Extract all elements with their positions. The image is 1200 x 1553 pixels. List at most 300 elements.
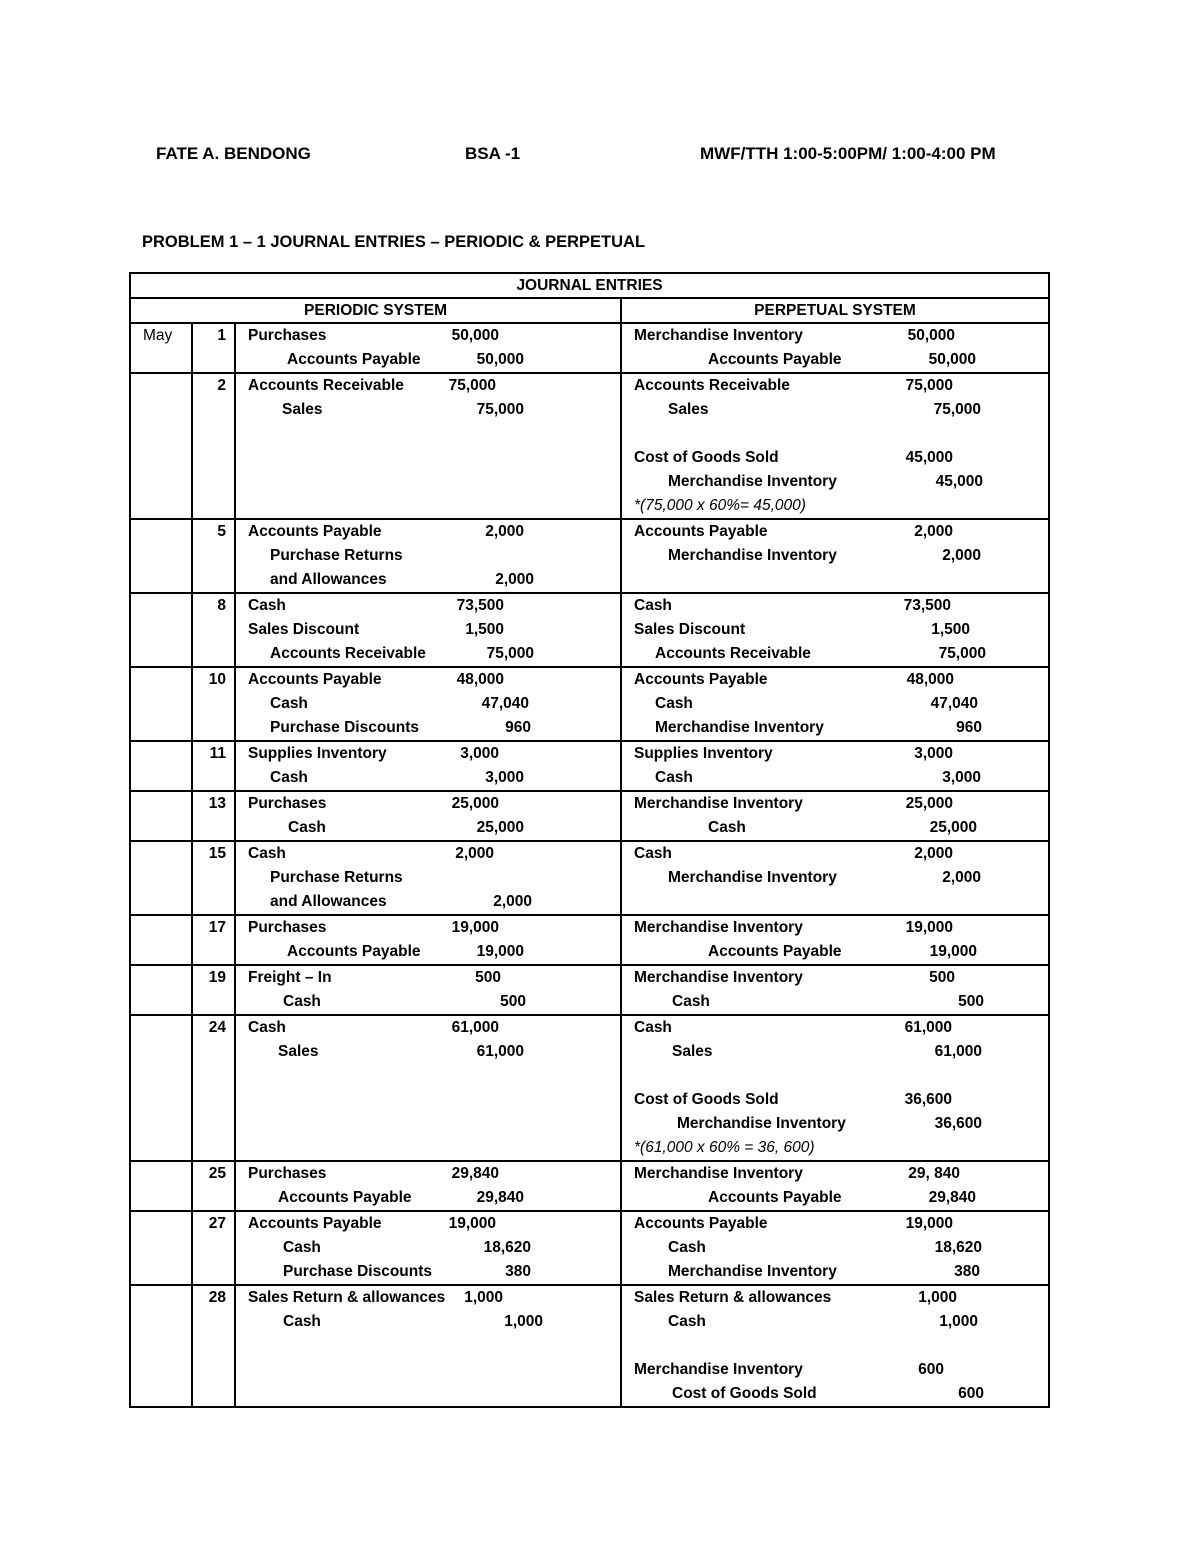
day-cell <box>192 373 235 519</box>
account-name: Supplies Inventory <box>248 745 387 762</box>
periodic-entry-line <box>236 324 620 348</box>
journal-entries-table <box>129 272 1050 1408</box>
perpetual-entry-cell <box>621 323 1049 373</box>
amount-value: 1,500 <box>465 621 504 638</box>
perpetual-entry-cell <box>621 965 1049 1015</box>
perpetual-entry-line <box>622 966 1048 990</box>
day-cell <box>192 1285 235 1407</box>
account-name: Cash <box>248 845 286 862</box>
periodic-entry-line <box>236 990 620 1014</box>
amount-value: 45,000 <box>935 473 983 490</box>
perpetual-entry-cell <box>621 1285 1049 1407</box>
account-name: Purchase Discounts <box>270 719 420 736</box>
month-cell <box>130 741 192 791</box>
account-name: Accounts Payable <box>278 1189 412 1206</box>
account-name: and Allowances <box>270 571 387 588</box>
periodic-entry-line <box>236 716 620 740</box>
periodic-entry-line <box>236 1260 620 1284</box>
account-name: Cash <box>634 845 672 862</box>
amount-value: 380 <box>505 1263 531 1280</box>
amount-value: 25,000 <box>451 795 499 812</box>
account-name: Sales Return & allowances <box>634 1289 832 1306</box>
amount-value: 75,000 <box>486 645 534 662</box>
account-name: Purchases <box>248 327 327 344</box>
journal-row <box>130 741 1049 791</box>
account-name: Cash <box>708 819 746 836</box>
perpetual-entry-cell <box>621 915 1049 965</box>
account-name: Merchandise Inventory <box>634 969 803 986</box>
amount-value: 500 <box>500 993 526 1010</box>
account-name: Accounts Receivable <box>270 645 426 662</box>
periodic-entry-line <box>236 842 620 866</box>
account-name: Purchases <box>248 1165 327 1182</box>
perpetual-entry-line <box>622 422 1048 446</box>
periodic-entry-cell <box>235 373 621 519</box>
account-name: Cash <box>270 695 308 712</box>
account-name: Cash <box>655 769 693 786</box>
day-label: 24 <box>208 1019 226 1036</box>
amount-value: 2,000 <box>914 845 953 862</box>
amount-value: 61,000 <box>451 1019 499 1036</box>
perpetual-entry-line <box>622 470 1048 494</box>
account-name: Merchandise Inventory <box>668 473 837 490</box>
periodic-entry-line <box>236 966 620 990</box>
journal-row <box>130 373 1049 519</box>
perpetual-entry-line <box>622 1040 1048 1064</box>
perpetual-entry-cell <box>621 667 1049 741</box>
day-cell <box>192 1161 235 1211</box>
amount-value: 3,000 <box>485 769 524 786</box>
amount-value: 75,000 <box>476 401 524 418</box>
month-label: May <box>143 327 173 344</box>
amount-value: 25,000 <box>929 819 977 836</box>
amount-value: 600 <box>918 1361 944 1378</box>
perpetual-entry-line <box>622 816 1048 840</box>
periodic-entry-line <box>236 618 620 642</box>
amount-value: 29,840 <box>476 1189 524 1206</box>
account-name: Merchandise Inventory <box>668 1263 837 1280</box>
account-name: Cash <box>283 993 321 1010</box>
month-cell <box>130 841 192 915</box>
account-name: Accounts Payable <box>287 943 421 960</box>
day-cell <box>192 841 235 915</box>
journal-row <box>130 965 1049 1015</box>
periodic-entry-line <box>236 1286 620 1310</box>
perpetual-entry-cell <box>621 1015 1049 1161</box>
account-name: Accounts Payable <box>287 351 421 368</box>
perpetual-entry-cell <box>621 1211 1049 1285</box>
perpetual-entry-line <box>622 1186 1048 1210</box>
periodic-entry-line <box>236 766 620 790</box>
amount-value: 3,000 <box>942 769 981 786</box>
periodic-entry-cell <box>235 323 621 373</box>
month-cell <box>130 323 192 373</box>
amount-value: 50,000 <box>476 351 524 368</box>
amount-value: 960 <box>505 719 531 736</box>
account-name: Accounts Payable <box>708 351 842 368</box>
periodic-entry-line <box>236 668 620 692</box>
account-name: Cost of Goods Sold <box>634 1091 779 1108</box>
month-cell <box>130 1211 192 1285</box>
perpetual-entry-line <box>622 1162 1048 1186</box>
perpetual-entry-line <box>622 940 1048 964</box>
perpetual-entry-line <box>622 594 1048 618</box>
journal-row <box>130 667 1049 741</box>
amount-value: 36,600 <box>934 1115 982 1132</box>
periodic-entry-line <box>236 520 620 544</box>
perpetual-entry-line <box>622 520 1048 544</box>
account-name: Cash <box>283 1239 321 1256</box>
month-cell <box>130 965 192 1015</box>
perpetual-entry-line <box>622 792 1048 816</box>
problem-title: PROBLEM 1 – 1 JOURNAL ENTRIES – PERIODIC & PERPETUAL <box>142 233 646 251</box>
month-cell <box>130 1015 192 1161</box>
periodic-entry-line <box>236 1016 620 1040</box>
account-name: Accounts Receivable <box>248 377 404 394</box>
account-name: Merchandise Inventory <box>634 1165 803 1182</box>
amount-value: 3,000 <box>914 745 953 762</box>
periodic-entry-line <box>236 1236 620 1260</box>
month-cell <box>130 667 192 741</box>
account-name: Accounts Payable <box>634 523 768 540</box>
account-name: Accounts Payable <box>634 671 768 688</box>
perpetual-entry-cell <box>621 519 1049 593</box>
perpetual-entry-line <box>622 1064 1048 1088</box>
periodic-entry-line <box>236 1040 620 1064</box>
account-name: Sales Discount <box>248 621 360 638</box>
amount-value: 25,000 <box>476 819 524 836</box>
perpetual-entry-cell <box>621 791 1049 841</box>
account-name: Merchandise Inventory <box>668 869 837 886</box>
amount-value: 48,000 <box>456 671 504 688</box>
account-name: Merchandise Inventory <box>634 919 803 936</box>
account-name: Accounts Receivable <box>655 645 811 662</box>
amount-value: 18,620 <box>934 1239 982 1256</box>
periodic-entry-line <box>236 742 620 766</box>
day-label: 19 <box>208 969 226 986</box>
account-name: Cash <box>634 1019 672 1036</box>
account-name: Cost of Goods Sold <box>634 449 779 466</box>
account-name: Merchandise Inventory <box>634 795 803 812</box>
amount-value: 1,000 <box>504 1313 543 1330</box>
amount-value: 380 <box>954 1263 980 1280</box>
amount-value: 18,620 <box>483 1239 531 1256</box>
day-label: 11 <box>209 745 226 762</box>
perpetual-entry-line <box>622 618 1048 642</box>
amount-value: 2,000 <box>914 523 953 540</box>
periodic-entry-line <box>236 1212 620 1236</box>
account-name: Sales <box>278 1043 319 1060</box>
day-label: 17 <box>208 919 226 936</box>
account-name: Accounts Payable <box>708 1189 842 1206</box>
account-name: *(75,000 x 60%= 45,000) <box>634 497 806 514</box>
month-cell <box>130 373 192 519</box>
month-cell <box>130 593 192 667</box>
amount-value: 2,000 <box>942 547 981 564</box>
amount-value: 45,000 <box>905 449 953 466</box>
account-name: Accounts Payable <box>248 671 382 688</box>
day-label: 10 <box>208 671 226 688</box>
amount-value: 19,000 <box>476 943 524 960</box>
amount-value: 75,000 <box>448 377 496 394</box>
amount-value: 75,000 <box>905 377 953 394</box>
amount-value: 61,000 <box>904 1019 952 1036</box>
day-label: 2 <box>217 377 226 394</box>
perpetual-entry-cell <box>621 1161 1049 1211</box>
perpetual-entry-line <box>622 374 1048 398</box>
perpetual-entry-line <box>622 494 1048 518</box>
amount-value: 500 <box>475 969 501 986</box>
journal-row <box>130 1285 1049 1407</box>
account-name: Accounts Payable <box>248 1215 382 1232</box>
day-cell <box>192 1211 235 1285</box>
account-name: Cost of Goods Sold <box>672 1385 817 1402</box>
periodic-entry-cell <box>235 1285 621 1407</box>
amount-value: 48,000 <box>906 671 954 688</box>
amount-value: 2,000 <box>485 523 524 540</box>
amount-value: 50,000 <box>907 327 955 344</box>
amount-value: 960 <box>956 719 982 736</box>
day-label: 8 <box>217 597 226 614</box>
amount-value: 600 <box>958 1385 984 1402</box>
periodic-entry-line <box>236 568 620 592</box>
amount-value: 19,000 <box>451 919 499 936</box>
perpetual-entry-line <box>622 916 1048 940</box>
account-name: Sales <box>672 1043 713 1060</box>
perpetual-entry-line <box>622 1382 1048 1406</box>
account-name: Accounts Payable <box>248 523 382 540</box>
day-label: 15 <box>208 845 226 862</box>
perpetual-entry-line <box>622 1212 1048 1236</box>
amount-value: 2,000 <box>455 845 494 862</box>
periodic-entry-line <box>236 1162 620 1186</box>
periodic-entry-line <box>236 1186 620 1210</box>
journal-row <box>130 1161 1049 1211</box>
perpetual-entry-line <box>622 990 1048 1014</box>
perpetual-entry-cell <box>621 741 1049 791</box>
amount-value: 75,000 <box>933 401 981 418</box>
periodic-entry-cell <box>235 965 621 1015</box>
periodic-entry-line <box>236 890 620 914</box>
account-name: Merchandise Inventory <box>655 719 824 736</box>
perpetual-entry-line <box>622 446 1048 470</box>
amount-value: 500 <box>958 993 984 1010</box>
day-label: 27 <box>208 1215 226 1232</box>
account-name: Cash <box>248 597 286 614</box>
account-name: Sales Discount <box>634 621 746 638</box>
account-name: Cash <box>668 1239 706 1256</box>
day-label: 5 <box>217 523 226 540</box>
perpetual-entry-line <box>622 1236 1048 1260</box>
journal-row <box>130 1211 1049 1285</box>
day-cell <box>192 965 235 1015</box>
perpetual-entry-line <box>622 324 1048 348</box>
perpetual-entry-line <box>622 544 1048 568</box>
course-label: BSA -1 <box>465 144 521 163</box>
perpetual-entry-line <box>622 1334 1048 1358</box>
amount-value: 19,000 <box>929 943 977 960</box>
perpetual-system-header: PERPETUAL SYSTEM <box>621 298 1049 323</box>
account-name: Merchandise Inventory <box>634 1361 803 1378</box>
amount-value: 2,000 <box>493 893 532 910</box>
month-cell <box>130 1161 192 1211</box>
day-cell <box>192 519 235 593</box>
month-cell <box>130 519 192 593</box>
table-caption: JOURNAL ENTRIES <box>130 273 1049 298</box>
amount-value: 19,000 <box>448 1215 496 1232</box>
account-name: Purchases <box>248 919 327 936</box>
account-name: Cash <box>288 819 326 836</box>
periodic-entry-line <box>236 866 620 890</box>
amount-value: 25,000 <box>905 795 953 812</box>
account-name: Purchase Returns <box>270 869 403 886</box>
day-cell <box>192 323 235 373</box>
perpetual-entry-line <box>622 1088 1048 1112</box>
journal-row <box>130 791 1049 841</box>
account-name: Purchase Discounts <box>283 1263 433 1280</box>
periodic-entry-cell <box>235 741 621 791</box>
amount-value: 2,000 <box>942 869 981 886</box>
account-name: Purchases <box>248 795 327 812</box>
amount-value: 29,840 <box>928 1189 976 1206</box>
amount-value: 500 <box>929 969 955 986</box>
account-name: Accounts Receivable <box>634 377 790 394</box>
amount-value: 19,000 <box>905 1215 953 1232</box>
periodic-entry-cell <box>235 915 621 965</box>
amount-value: 29, 840 <box>908 1165 960 1182</box>
periodic-entry-line <box>236 348 620 372</box>
amount-value: 1,500 <box>931 621 970 638</box>
periodic-entry-line <box>236 544 620 568</box>
amount-value: 73,500 <box>456 597 504 614</box>
perpetual-entry-line <box>622 1260 1048 1284</box>
account-name: Purchase Returns <box>270 547 403 564</box>
perpetual-entry-cell <box>621 841 1049 915</box>
month-cell <box>130 1285 192 1407</box>
periodic-entry-cell <box>235 841 621 915</box>
periodic-entry-line <box>236 916 620 940</box>
account-name: *(61,000 x 60% = 36, 600) <box>634 1139 815 1156</box>
account-name: Sales <box>282 401 323 418</box>
journal-row <box>130 519 1049 593</box>
amount-value: 50,000 <box>451 327 499 344</box>
journal-row <box>130 915 1049 965</box>
perpetual-entry-line <box>622 1112 1048 1136</box>
journal-row <box>130 841 1049 915</box>
account-name: Merchandise Inventory <box>677 1115 846 1132</box>
amount-value: 1,000 <box>464 1289 503 1306</box>
account-name: Cash <box>248 1019 286 1036</box>
account-name: and Allowances <box>270 893 387 910</box>
day-cell <box>192 915 235 965</box>
amount-value: 47,040 <box>481 695 529 712</box>
account-name: Cash <box>672 993 710 1010</box>
perpetual-entry-line <box>622 842 1048 866</box>
periodic-entry-line <box>236 792 620 816</box>
amount-value: 1,000 <box>939 1313 978 1330</box>
amount-value: 2,000 <box>495 571 534 588</box>
account-name: Supplies Inventory <box>634 745 773 762</box>
periodic-system-header: PERIODIC SYSTEM <box>130 298 621 323</box>
perpetual-entry-line <box>622 692 1048 716</box>
periodic-entry-cell <box>235 1015 621 1161</box>
account-name: Cash <box>283 1313 321 1330</box>
amount-value: 61,000 <box>934 1043 982 1060</box>
amount-value: 50,000 <box>928 351 976 368</box>
perpetual-entry-cell <box>621 593 1049 667</box>
day-label: 28 <box>208 1289 226 1306</box>
periodic-entry-cell <box>235 1211 621 1285</box>
account-name: Accounts Payable <box>634 1215 768 1232</box>
day-label: 1 <box>217 327 226 344</box>
perpetual-entry-line <box>622 866 1048 890</box>
perpetual-entry-line <box>622 1136 1048 1160</box>
amount-value: 75,000 <box>938 645 986 662</box>
day-cell <box>192 791 235 841</box>
periodic-entry-line <box>236 374 620 398</box>
amount-value: 73,500 <box>903 597 951 614</box>
perpetual-entry-line <box>622 1286 1048 1310</box>
periodic-entry-line <box>236 398 620 422</box>
perpetual-entry-line <box>622 668 1048 692</box>
account-name: Freight – In <box>248 969 332 986</box>
periodic-entry-cell <box>235 519 621 593</box>
day-label: 13 <box>208 795 226 812</box>
account-name: Merchandise Inventory <box>668 547 837 564</box>
periodic-entry-line <box>236 692 620 716</box>
day-cell <box>192 741 235 791</box>
account-name: Cash <box>270 769 308 786</box>
account-name: Cash <box>668 1313 706 1330</box>
account-name: Merchandise Inventory <box>634 327 803 344</box>
journal-row <box>130 593 1049 667</box>
amount-value: 3,000 <box>460 745 499 762</box>
month-cell <box>130 915 192 965</box>
periodic-entry-cell <box>235 593 621 667</box>
periodic-entry-cell <box>235 667 621 741</box>
periodic-entry-line <box>236 1310 620 1334</box>
periodic-entry-cell <box>235 791 621 841</box>
journal-row <box>130 323 1049 373</box>
periodic-entry-line <box>236 594 620 618</box>
account-name: Cash <box>655 695 693 712</box>
perpetual-entry-line <box>622 1358 1048 1382</box>
perpetual-entry-line <box>622 348 1048 372</box>
amount-value: 29,840 <box>451 1165 499 1182</box>
schedule-label: MWF/TTH 1:00-5:00PM/ 1:00-4:00 PM <box>700 144 996 163</box>
perpetual-entry-line <box>622 1016 1048 1040</box>
account-name: Cash <box>634 597 672 614</box>
journal-row <box>130 1015 1049 1161</box>
amount-value: 36,600 <box>904 1091 952 1108</box>
perpetual-entry-line <box>622 766 1048 790</box>
periodic-entry-line <box>236 816 620 840</box>
periodic-entry-line <box>236 940 620 964</box>
periodic-entry-line <box>236 642 620 666</box>
perpetual-entry-cell <box>621 373 1049 519</box>
month-cell <box>130 791 192 841</box>
perpetual-entry-line <box>622 716 1048 740</box>
perpetual-entry-line <box>622 642 1048 666</box>
student-name: FATE A. BENDONG <box>156 144 311 163</box>
day-cell <box>192 593 235 667</box>
amount-value: 19,000 <box>905 919 953 936</box>
amount-value: 61,000 <box>476 1043 524 1060</box>
account-name: Accounts Payable <box>708 943 842 960</box>
perpetual-entry-line <box>622 742 1048 766</box>
account-name: Sales <box>668 401 709 418</box>
periodic-entry-cell <box>235 1161 621 1211</box>
